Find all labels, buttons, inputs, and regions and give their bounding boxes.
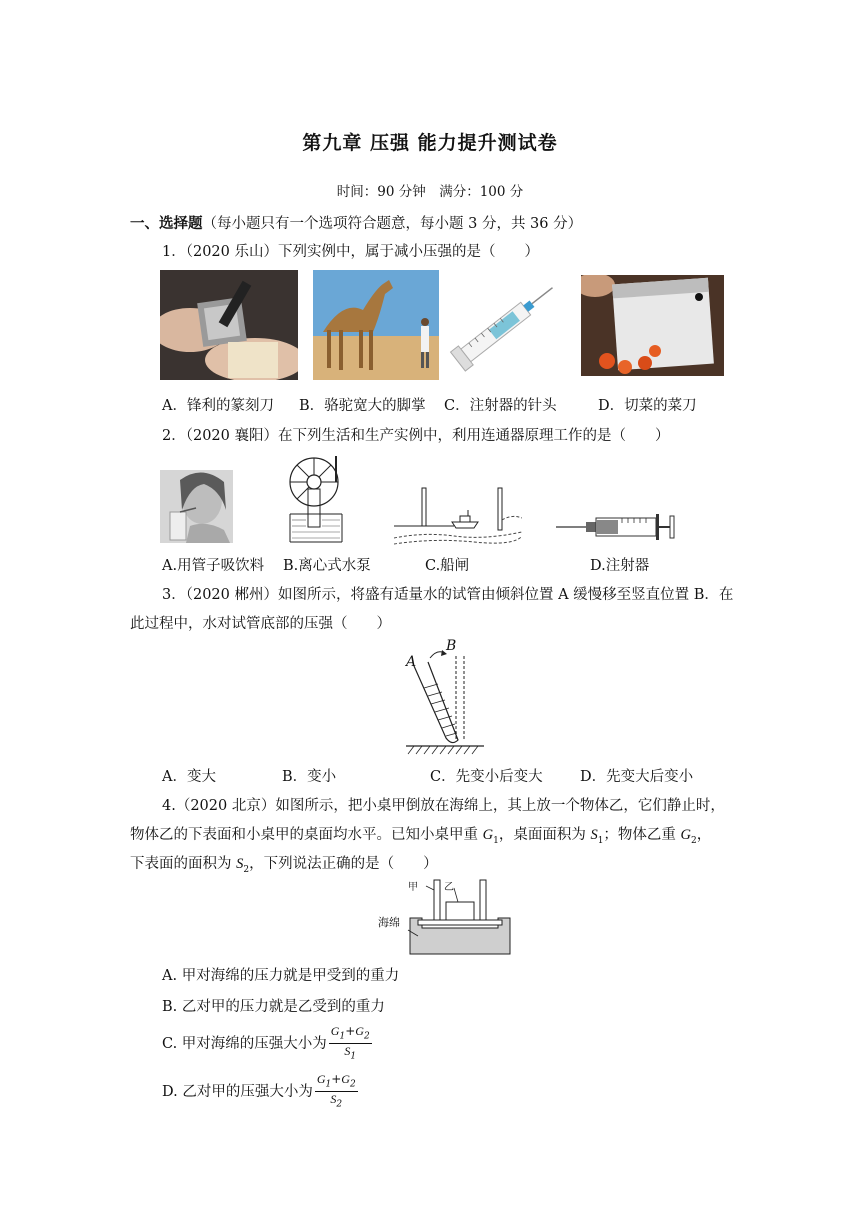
symbol-g: G	[482, 827, 494, 843]
fraction-d	[315, 1072, 358, 1112]
symbol-s: S	[590, 827, 598, 843]
q3-option-b: B．变小	[282, 769, 337, 785]
q4-text: ，	[696, 827, 712, 843]
question-1-stem: 1．（2020 乐山）下列实例中，属于减小压强的是（ ）	[162, 244, 539, 260]
option-d-text: D. 乙对甲的压强大小为	[162, 1083, 313, 1100]
table-sponge-figure	[378, 876, 514, 956]
symbol-g: G	[355, 1024, 364, 1038]
q4-text: 下表面的面积为	[130, 856, 237, 872]
drinking-straw-photo	[160, 470, 233, 543]
option-c-text: C. 甲对海绵的压强大小为	[162, 1035, 327, 1052]
question-4-stem-line2	[130, 823, 711, 846]
syringe-photo	[445, 268, 567, 380]
ship-lock-figure	[394, 484, 522, 546]
section-title: 一、选择题	[130, 215, 203, 232]
symbol-g: G	[316, 1072, 326, 1086]
subscript-1: 1	[493, 835, 499, 846]
symbol-s: S	[330, 1092, 337, 1107]
q2-option-d: D.注射器	[590, 558, 650, 574]
camel-photo	[313, 270, 439, 380]
subscript-2: 2	[691, 835, 697, 846]
syringe-figure	[556, 512, 676, 542]
symbol-s: S	[236, 856, 244, 872]
subscript-2: 2	[363, 1031, 370, 1042]
question-3-stem-line1: 3．（2020 郴州）如图所示，将盛有适量水的试管由倾斜位置 A 缓慢移至竖直位置 B．在	[162, 587, 734, 603]
q4-option-d	[162, 1072, 358, 1112]
plus-sign: +	[345, 1024, 356, 1038]
label-jia: 甲	[408, 882, 418, 893]
page-title: 第九章 压强 能力提升测试卷	[302, 132, 558, 154]
engraving-knife-photo	[160, 270, 298, 380]
section-heading	[130, 212, 582, 233]
subscript-2: 2	[336, 1099, 343, 1110]
exam-info: 时间：90 分钟 满分：100 分	[336, 184, 524, 200]
label-sponge: 海绵	[378, 916, 400, 929]
question-2-stem: 2．（2020 襄阳）在下列生活和生产实例中，利用连通器原理工作的是（ ）	[162, 428, 670, 444]
subscript-1: 1	[597, 835, 604, 846]
question-4-stem-line1: 4.（2020 北京）如图所示，把小桌甲倒放在海绵上，其上放一个物体乙，它们静止时，	[162, 798, 725, 814]
q3-option-d: D．先变大后变小	[580, 769, 694, 785]
symbol-g: G	[330, 1024, 340, 1038]
q4-text: ，桌面面积为	[498, 827, 591, 843]
q1-option-c: C．注射器的针头	[444, 398, 557, 414]
subscript-2: 2	[243, 864, 250, 875]
plus-sign: +	[331, 1072, 342, 1086]
q1-option-d: D．切菜的菜刀	[598, 398, 697, 414]
subscript-2: 2	[349, 1079, 356, 1090]
q4-option-b: B. 乙对甲的压力就是乙受到的重力	[162, 999, 385, 1015]
test-tube-figure	[402, 638, 488, 758]
q4-option-c	[162, 1024, 372, 1064]
symbol-s: S	[344, 1044, 351, 1059]
subscript-1: 1	[339, 1031, 346, 1042]
question-4-stem-line3	[130, 852, 438, 875]
centrifugal-pump-figure	[286, 452, 346, 546]
q3-option-a: A．变大	[162, 769, 216, 785]
q2-option-c: C.船闸	[425, 558, 470, 574]
q4-text: ，下列说法正确的是（ ）	[249, 856, 438, 872]
q4-text: 物体乙的下表面和小桌甲的桌面均水平。已知小桌甲重	[130, 827, 483, 843]
subscript-1: 1	[325, 1079, 332, 1090]
subscript-1: 1	[350, 1051, 357, 1062]
position-b-label: B	[446, 638, 457, 654]
position-a-label: A	[406, 654, 417, 670]
q4-option-a: A. 甲对海绵的压力就是甲受到的重力	[162, 968, 400, 984]
q2-option-b: B.离心式水泵	[283, 558, 371, 574]
q3-option-c: C．先变小后变大	[430, 769, 543, 785]
q1-option-a: A．锋利的篆刻刀	[162, 398, 274, 414]
question-3-stem-line2: 此过程中，水对试管底部的压强（ ）	[130, 616, 391, 632]
q4-text: ；物体乙重	[603, 827, 681, 843]
q2-option-a: A.用管子吸饮料	[162, 558, 265, 574]
symbol-g: G	[680, 827, 692, 843]
cleaver-photo	[581, 275, 724, 376]
fraction-c	[329, 1024, 372, 1064]
section-note: （每小题只有一个选项符合题意，每小题 3 分，共 36 分）	[202, 216, 583, 232]
symbol-g: G	[341, 1072, 350, 1086]
q1-option-b: B．骆驼宽大的脚掌	[299, 398, 426, 414]
label-yi: 乙	[444, 882, 454, 893]
